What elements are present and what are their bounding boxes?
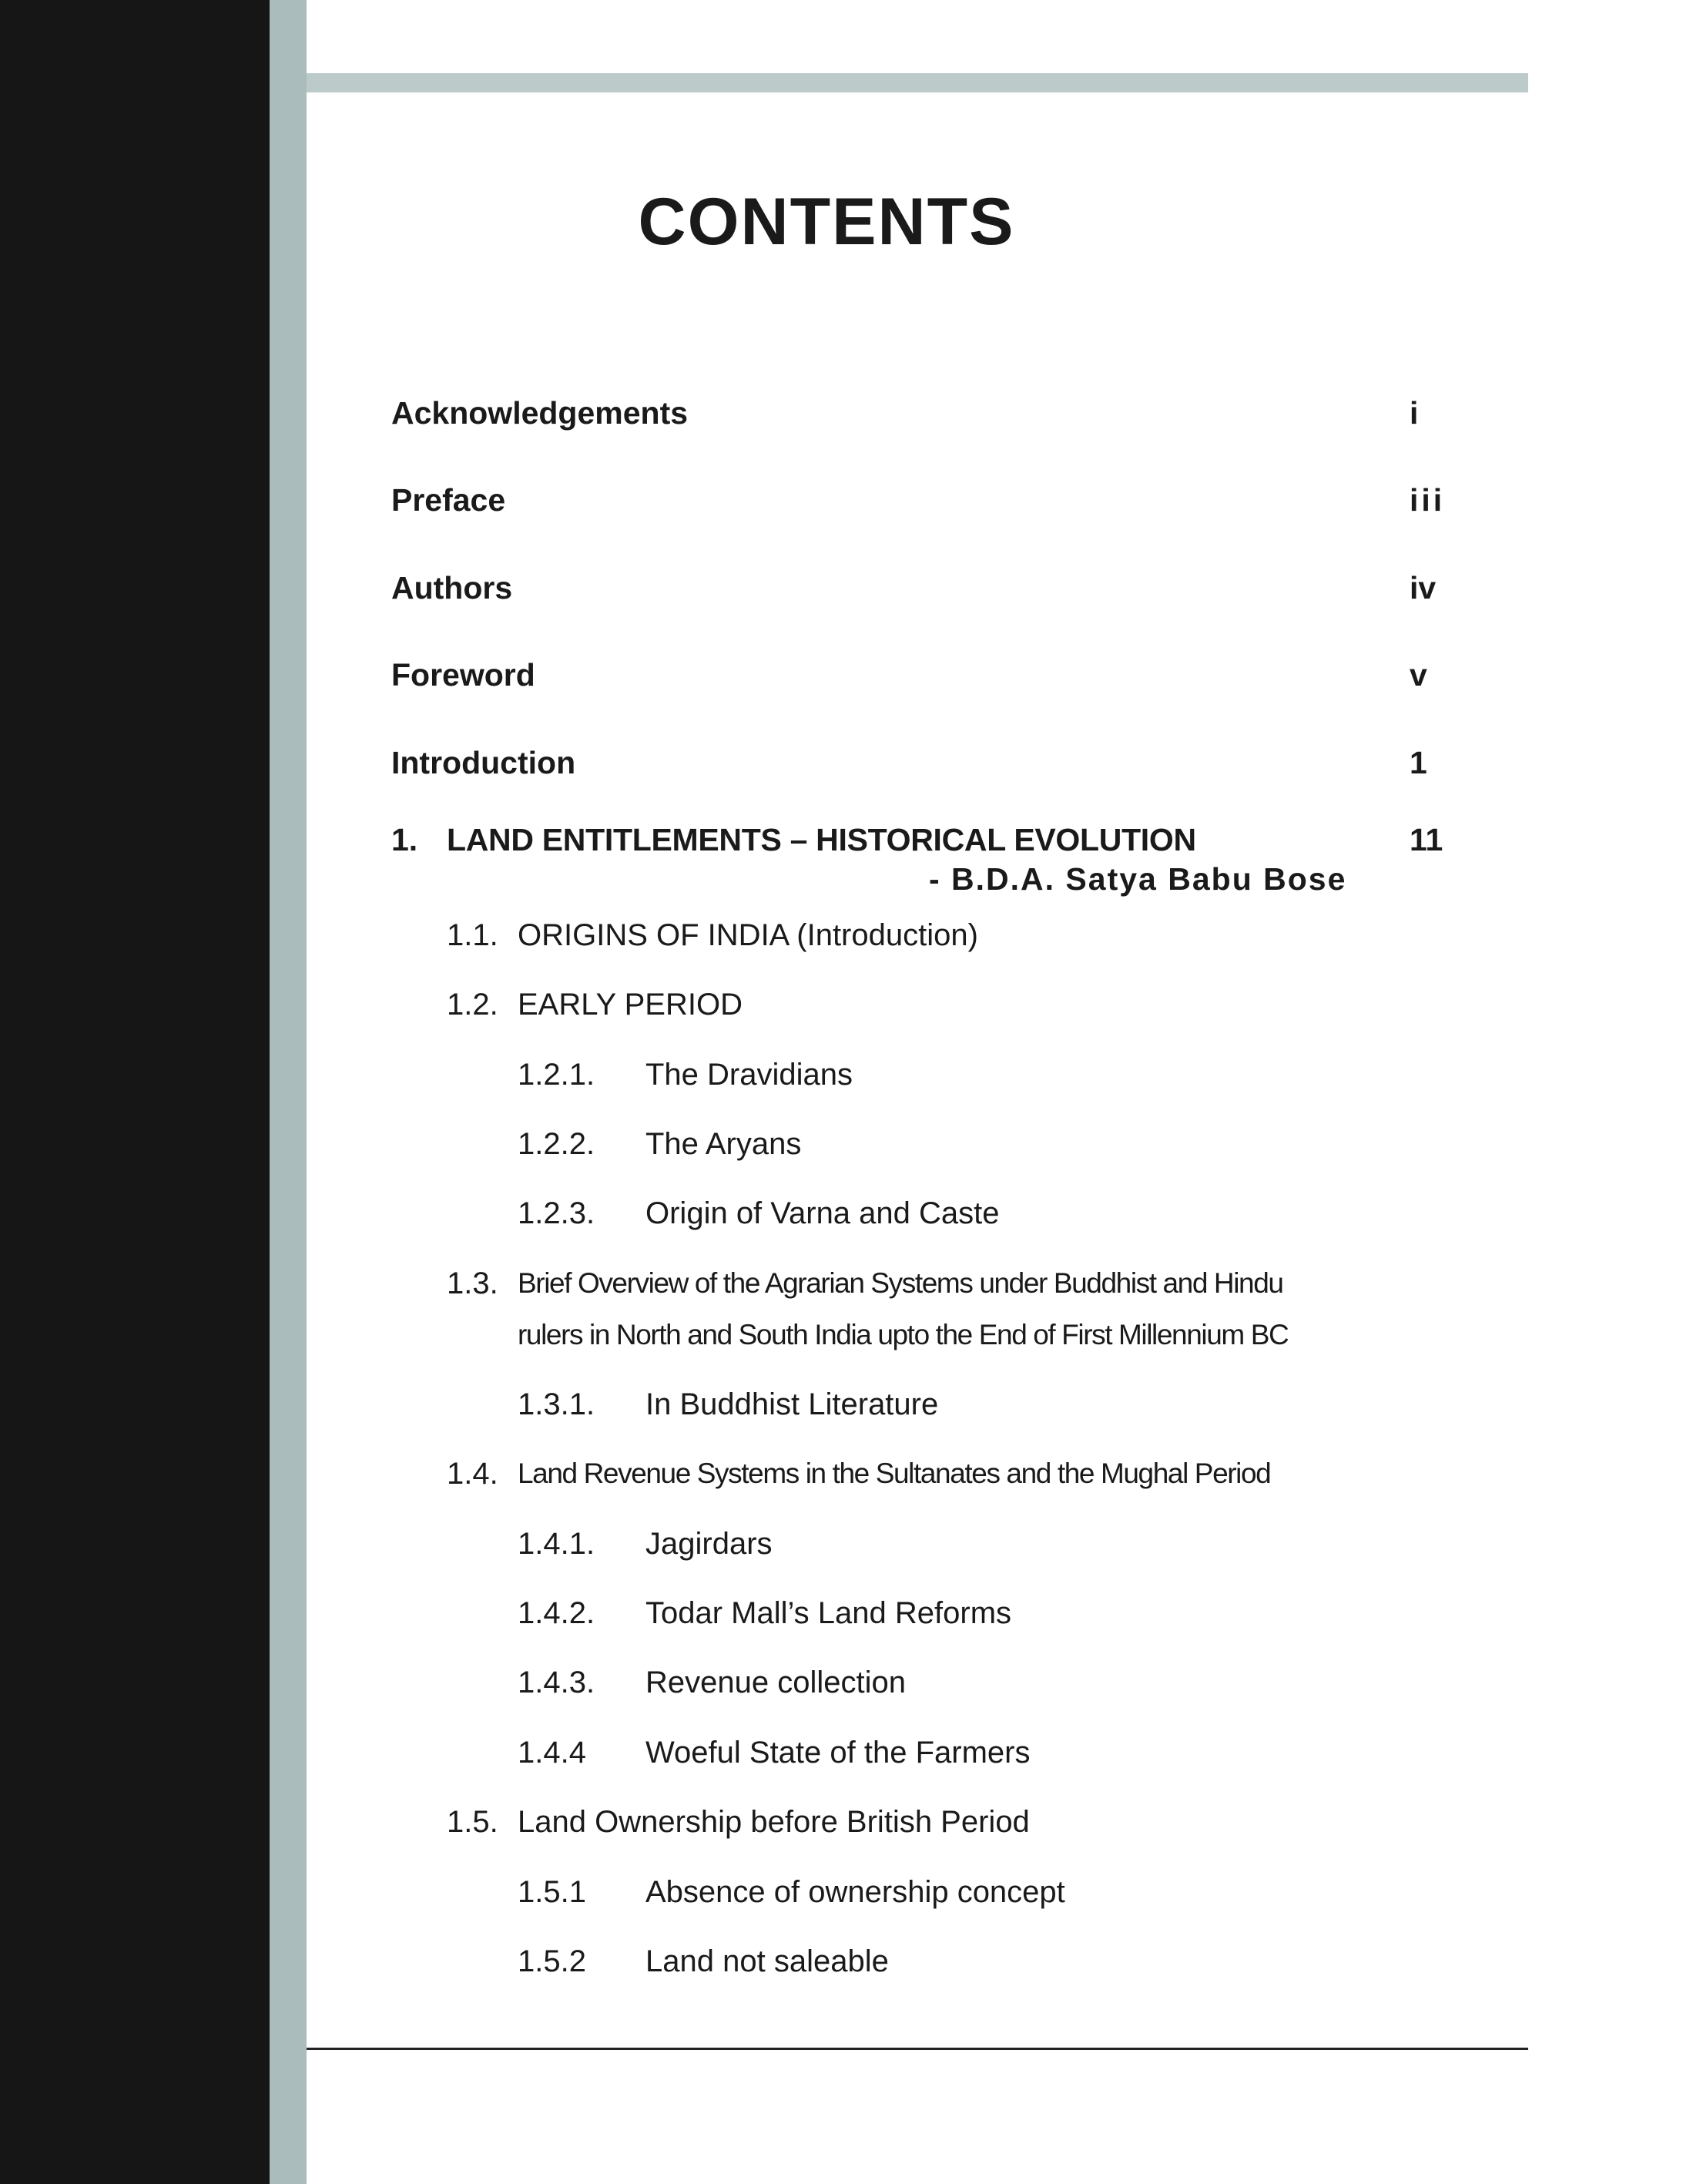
toc-entry-acknowledgements: Acknowledgements (391, 395, 689, 431)
section-number: 1.2. (447, 988, 498, 1022)
subsection-title: Revenue collection (645, 1666, 906, 1699)
section-title: Land Ownership before British Period (518, 1805, 1030, 1839)
subsection-number: 1.2.2. (518, 1127, 595, 1161)
toc-page-introduction: 1 (1410, 745, 1427, 780)
subsection-number: 1.2.3. (518, 1196, 595, 1230)
subsection-number: 1.5.2 (518, 1944, 586, 1978)
toc-entry-foreword: Foreword (391, 657, 535, 693)
subsection-title: The Dravidians (645, 1058, 853, 1092)
toc-page-foreword: v (1410, 657, 1427, 693)
chapter-title: LAND ENTITLEMENTS – HISTORICAL EVOLUTION (447, 822, 1196, 857)
section-title: EARLY PERIOD (518, 988, 743, 1022)
toc-page-acknowledgements: i (1410, 395, 1419, 431)
left-black-margin-bar (0, 0, 270, 2184)
subsection-title: Todar Mall’s Land Reforms (645, 1596, 1012, 1630)
page-title: CONTENTS (638, 185, 1015, 259)
subsection-title: Origin of Varna and Caste (645, 1196, 1000, 1230)
bottom-rule-divider (307, 2048, 1528, 2050)
subsection-title: The Aryans (645, 1127, 802, 1161)
subsection-number: 1.2.1. (518, 1058, 595, 1092)
chapter-author: - B.D.A. Satya Babu Bose (929, 861, 1347, 897)
subsection-number: 1.4.4 (518, 1736, 586, 1770)
section-number: 1.1. (447, 918, 498, 952)
section-title-line1: Brief Overview of the Agrarian Systems under Buddhist and Hindu (518, 1267, 1283, 1299)
subsection-number: 1.4.1. (518, 1527, 595, 1561)
chapter-page: 11 (1410, 822, 1443, 857)
section-number: 1.4. (447, 1457, 498, 1491)
section-number: 1.5. (447, 1805, 498, 1839)
subsection-number: 1.4.2. (518, 1596, 595, 1630)
subsection-title: Land not saleable (645, 1944, 889, 1978)
toc-page-authors: iv (1410, 570, 1437, 606)
section-number: 1.3. (447, 1266, 498, 1300)
top-decorative-band (307, 73, 1528, 92)
subsection-title: Woeful State of the Farmers (645, 1736, 1031, 1770)
section-title: Land Revenue Systems in the Sultanates and the Mughal Period (518, 1458, 1271, 1489)
toc-entry-authors: Authors (391, 570, 513, 606)
subsection-number: 1.5.1 (518, 1875, 586, 1909)
chapter-number: 1. (391, 822, 418, 857)
subsection-title: Absence of ownership concept (645, 1875, 1065, 1909)
subsection-number: 1.4.3. (518, 1666, 595, 1699)
toc-entry-preface: Preface (391, 482, 506, 518)
subsection-number: 1.3.1. (518, 1387, 595, 1421)
left-gray-margin-bar (270, 0, 307, 2184)
toc-entry-introduction: Introduction (391, 745, 576, 780)
toc-page-preface: iii (1410, 482, 1446, 518)
subsection-title: In Buddhist Literature (645, 1387, 939, 1421)
subsection-title: Jagirdars (645, 1527, 773, 1561)
section-title: ORIGINS OF INDIA (Introduction) (518, 918, 978, 952)
section-title-line2: rulers in North and South India upto the End of First Millennium BC (518, 1319, 1289, 1350)
